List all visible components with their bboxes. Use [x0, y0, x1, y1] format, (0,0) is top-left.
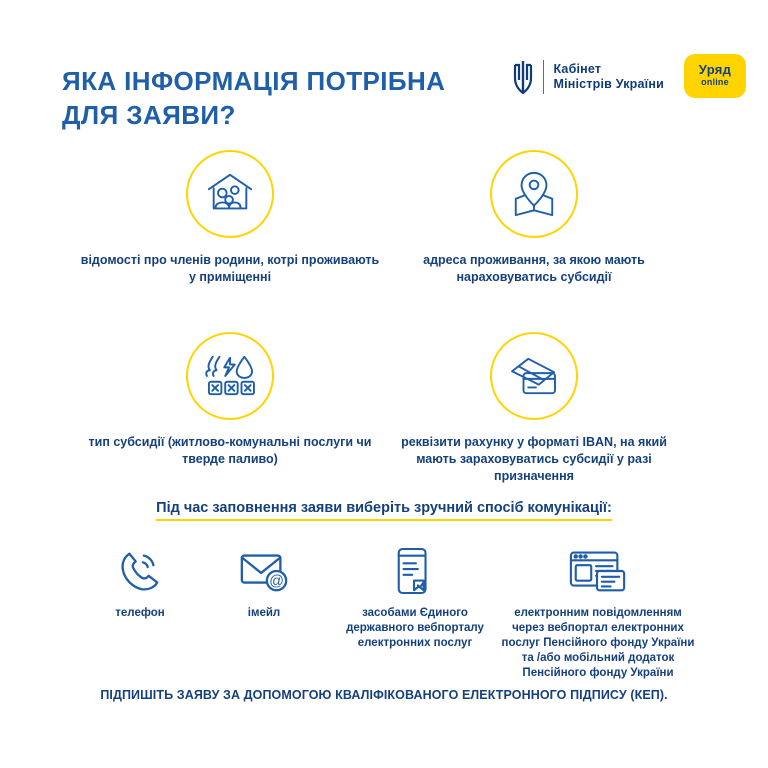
- communication-option-label: імейл: [247, 607, 281, 619]
- communication-subtitle-text: Під час заповнення заяви виберіть зручний спосіб комунікації:: [156, 500, 612, 521]
- logo-line-1: Кабінет: [553, 62, 602, 76]
- email-envelope-icon: [202, 542, 326, 600]
- requirement-caption: реквізити рахунку у форматі IBAN, на який мають зараховуватись субсидії у разі призначення: [401, 435, 667, 483]
- phone-icon: [78, 542, 202, 600]
- requirement-item-iban: [384, 332, 684, 485]
- cabinet-of-ministers-logo: [512, 60, 664, 94]
- communication-option-label: засобами Єдиного державного вебпорталу електронних послуг: [346, 607, 484, 649]
- icon-circle: [186, 150, 274, 238]
- communication-option-email: [202, 542, 326, 621]
- page-title: ЯКА ІНФОРМАЦІЯ ПОТРІБНА ДЛЯ ЗАЯВИ?: [62, 66, 446, 130]
- communication-option-mobile-services: [330, 542, 500, 651]
- mobile-services-icon: [330, 542, 500, 600]
- communication-options: [0, 538, 768, 688]
- browser-window-icon: [498, 542, 698, 600]
- utilities-fuel-icon: [203, 353, 257, 399]
- communication-option-label: телефон: [115, 607, 165, 619]
- family-home-icon: [203, 170, 257, 218]
- ukraine-trident-icon: [512, 60, 534, 94]
- requirement-item-family: [80, 150, 380, 286]
- requirement-item-address: [384, 150, 684, 286]
- communication-subtitle: [0, 500, 768, 516]
- logo-divider: [543, 60, 544, 94]
- uryad-online-badge: [684, 54, 746, 98]
- icon-circle: [186, 332, 274, 420]
- icon-circle: [490, 150, 578, 238]
- footer-note: ПІДПИШІТЬ ЗАЯВУ ЗА ДОПОМОГОЮ КВАЛІФІКОВАНОГО ЕЛЕКТРОННОГО ПІДПИСУ (КЕП).: [100, 688, 668, 702]
- icon-circle: [490, 332, 578, 420]
- header: [0, 52, 768, 142]
- logo-line-2: Міністрів України: [553, 77, 664, 91]
- badge-line-1: Уряд: [698, 62, 732, 77]
- communication-option-label: електронним повідомленням через вебпортал електронних послуг Пенсійного фонду України та /або мобільний додаток Пенсійного фонду України: [501, 607, 695, 679]
- communication-option-phone: [78, 542, 202, 621]
- map-location-pin-icon: [510, 169, 558, 219]
- bank-card-icon: [507, 355, 561, 397]
- requirement-caption: тип субсидії (житлово-комунальні послуги чи тверде паливо): [88, 435, 372, 466]
- svg-text:@: @: [269, 573, 284, 590]
- badge-line-2: online: [701, 77, 729, 87]
- communication-option-web-portal: [498, 542, 698, 681]
- requirement-caption: адреса проживання, за якою мають нараховуватись субсидії: [423, 253, 645, 284]
- logo-text: [553, 62, 664, 92]
- requirement-caption: відомості про членів родини, котрі проживають у приміщенні: [80, 253, 380, 284]
- requirement-item-subsidy-type: [80, 332, 380, 468]
